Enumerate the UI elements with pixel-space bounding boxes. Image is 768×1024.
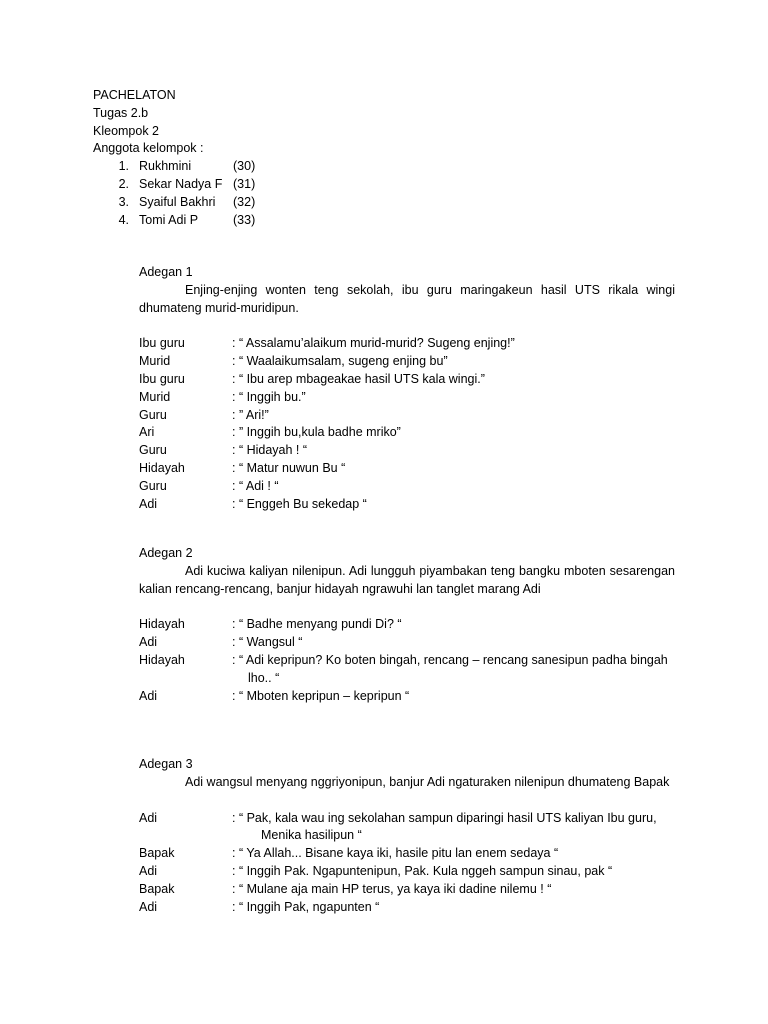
speaker-name: Adi xyxy=(139,810,158,825)
dialogue-line xyxy=(139,899,675,917)
member-name: Syaiful Bakhri xyxy=(139,194,216,209)
dialogue-line xyxy=(139,688,675,706)
dialogue-line xyxy=(139,389,675,407)
dialogue-text: : “ Ibu arep mbageakae hasil UTS kala wingi.” xyxy=(232,371,485,386)
dialogue-text: : “ Inggih Pak. Ngapuntenipun, Pak. Kula nggeh sampun sinau, pak “ xyxy=(232,863,613,878)
dialogue-line xyxy=(139,863,675,881)
speaker-name: Hidayah xyxy=(139,652,185,667)
scene-title: Adegan 1 xyxy=(139,265,193,279)
speaker-name: Murid xyxy=(139,389,171,404)
member-id: (33) xyxy=(233,212,256,227)
dialogue-text: : “ Badhe menyang pundi Di? “ xyxy=(232,617,402,632)
member-number: 4. xyxy=(118,212,129,227)
speaker-name: Hidayah xyxy=(139,617,185,632)
dialogue-text: : “ Inggih Pak, ngapunten “ xyxy=(232,899,380,914)
scene-1 xyxy=(139,264,675,513)
members-list xyxy=(93,158,673,229)
dialogue-line xyxy=(139,496,675,514)
member-name: Rukhmini xyxy=(139,159,192,174)
dialogue-text: : “ Matur nuwun Bu “ xyxy=(232,460,346,475)
document-header xyxy=(93,87,673,229)
dialogue-continuation: lho.. “ xyxy=(248,670,280,685)
member-name: Tomi Adi P xyxy=(139,212,199,227)
member-id: (30) xyxy=(233,159,256,174)
speaker-name: Adi xyxy=(139,688,158,703)
speaker-name: Guru xyxy=(139,443,167,458)
member-number: 3. xyxy=(118,194,129,209)
dialogue-line xyxy=(139,460,675,478)
dialogue-line xyxy=(139,407,675,425)
member-item xyxy=(93,158,673,176)
speaker-name: Adi xyxy=(139,496,158,511)
dialogue-text: : “ Pak, kala wau ing sekolahan sampun diparingi hasil UTS kaliyan Ibu guru, xyxy=(232,810,657,825)
speaker-name: Ibu guru xyxy=(139,371,185,386)
speaker-name: Ari xyxy=(139,425,155,440)
speaker-name: Bapak xyxy=(139,881,175,896)
dialogue-line xyxy=(139,424,675,442)
dialogue-line xyxy=(139,335,675,353)
speaker-name: Adi xyxy=(139,899,158,914)
dialogue-line-wrapped xyxy=(139,652,675,670)
document-title: PACHELATON xyxy=(93,88,176,102)
dialogue-text: : “ Enggeh Bu sekedap “ xyxy=(232,496,367,511)
dialogue-line xyxy=(139,810,675,828)
members-label: Anggota kelompok : xyxy=(93,141,204,156)
dialogue-text: : ” Inggih bu,kula badhe mriko” xyxy=(232,425,401,440)
dialogue-line xyxy=(139,442,675,460)
dialogue-text: : “ Mboten kepripun – kepripun “ xyxy=(232,688,410,703)
dialogue-continuation: Menika hasilipun “ xyxy=(261,828,362,843)
dialogue-text: : “ Inggih bu.” xyxy=(232,389,306,404)
member-item xyxy=(93,212,673,230)
dialogue-text: : “ Adi kepripun? Ko boten bingah, rencang – rencang sanesipun padha bingah xyxy=(232,652,668,667)
member-id: (31) xyxy=(233,176,256,191)
dialogue-text: : “ Hidayah ! “ xyxy=(232,443,308,458)
scene-description: Enjing-enjing wonten teng sekolah, ibu guru maringakeun hasil UTS rikala wingi dhumateng murid-muridipun. xyxy=(139,282,675,315)
speaker-name: Murid xyxy=(139,354,171,369)
speaker-name: Guru xyxy=(139,478,167,493)
speaker-name: Adi xyxy=(139,635,158,650)
speaker-name: Hidayah xyxy=(139,460,185,475)
group-label: Kleompok 2 xyxy=(93,123,160,138)
member-number: 1. xyxy=(118,159,129,174)
dialogue-text: : ” Ari!” xyxy=(232,407,269,422)
dialogue-line xyxy=(139,353,675,371)
scene-title: Adegan 2 xyxy=(139,546,193,560)
dialogue-line xyxy=(139,634,675,652)
member-number: 2. xyxy=(118,176,129,191)
scene-description: Adi kuciwa kaliyan nilenipun. Adi lungguh piyambakan teng bangku mboten sesarengan kalian rencang-rencang, banjur hidayah ngrawuhi lan tanglet marang Adi xyxy=(139,563,675,596)
speaker-name: Adi xyxy=(139,863,158,878)
member-item xyxy=(93,176,673,194)
speaker-name: Bapak xyxy=(139,846,175,861)
dialogue-text: : “ Wangsul “ xyxy=(232,635,303,650)
speaker-name: Ibu guru xyxy=(139,336,185,351)
member-id: (32) xyxy=(233,194,256,209)
scene-description: Adi wangsul menyang nggriyonipun, banjur Adi ngaturaken nilenipun dhumateng Bapak xyxy=(185,774,670,789)
speaker-name: Guru xyxy=(139,407,167,422)
dialogue-line xyxy=(139,478,675,496)
dialogue-line xyxy=(139,845,675,863)
dialogue-line xyxy=(139,616,675,634)
member-item xyxy=(93,194,673,212)
dialogue-text: : “ Assalamu’alaikum murid-murid? Sugeng enjing!” xyxy=(232,336,515,351)
scene-3 xyxy=(139,756,675,916)
dialogue-line xyxy=(139,881,675,899)
scene-2 xyxy=(139,545,675,705)
dialogue-text: : “ Adi ! “ xyxy=(232,478,279,493)
dialogue-line xyxy=(139,371,675,389)
dialogue-text: : “ Mulane aja main HP terus, ya kaya iki dadine nilemu ! “ xyxy=(232,881,552,896)
member-name: Sekar Nadya F xyxy=(139,176,223,191)
scene-title: Adegan 3 xyxy=(139,757,193,771)
task-label: Tugas 2.b xyxy=(93,105,149,120)
dialogue-text: : “ Waalaikumsalam, sugeng enjing bu” xyxy=(232,354,448,369)
dialogue-text: : “ Ya Allah... Bisane kaya iki, hasile pitu lan enem sedaya “ xyxy=(232,846,559,861)
